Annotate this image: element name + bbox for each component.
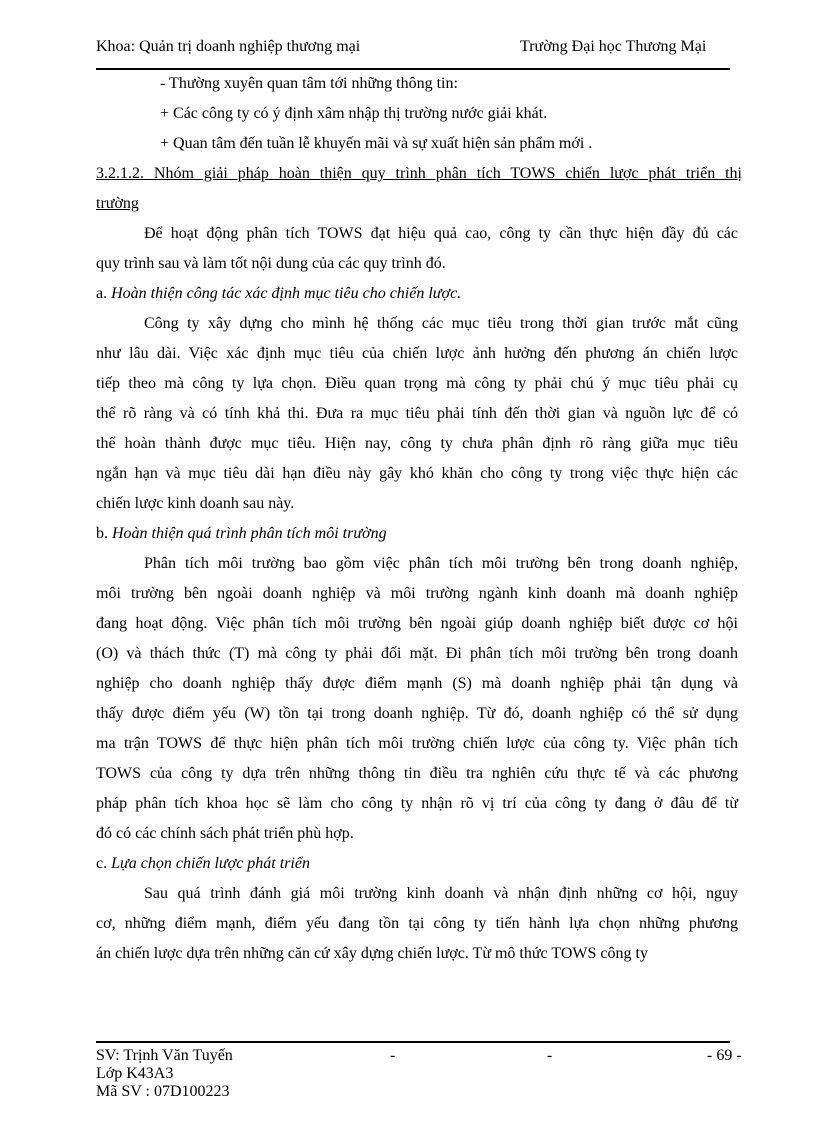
para-c-line: cơ, những điểm mạnh, điểm yếu đang tồn tại công ty tiến hành lựa chọn những phương	[96, 915, 738, 932]
footer-page-number: - 69 -	[707, 1047, 742, 1064]
subheading-a-title: Hoàn thiện công tác xác định mục tiêu cho chiến lược.	[111, 285, 462, 302]
para-c-line: Sau quá trình đánh giá môi trường kinh doanh và nhận định những cơ hội, nguy	[144, 885, 738, 902]
subheading-b-label: b.	[96, 525, 112, 542]
para-a-last-line: chiến lược kinh doanh sau này.	[96, 495, 295, 512]
paragraph-line	[96, 464, 738, 484]
footer-dash: -	[547, 1047, 553, 1064]
para-b-line: TOWS của công ty dựa trên những thông tin điều tra nghiên cứu thực tế và các phương	[96, 765, 738, 782]
para-b-line: ma trận TOWS để thực hiện phân tích môi trường chiến lược của công ty. Việc phân tích	[96, 735, 738, 752]
para-b-last-line: đó có các chính sách phát triển phù hợp.	[96, 825, 354, 842]
paragraph-line	[144, 314, 738, 334]
paragraph-line	[96, 914, 738, 934]
paragraph-line	[144, 884, 738, 904]
bullet-item: + Các công ty có ý định xâm nhập thị trường nước giải khát.	[160, 105, 548, 122]
para-b-line: Phân tích môi trường bao gồm việc phân tích môi trường bên trong doanh nghiệp,	[144, 555, 738, 572]
paragraph-line	[96, 674, 738, 694]
para-b-line: đang hoạt động. Việc phân tích môi trường bên ngoài giúp doanh nghiệp biết được cơ hội	[96, 615, 738, 632]
paragraph-line	[144, 224, 738, 244]
subheading-a	[96, 284, 461, 304]
footer-class: Lớp K43A3	[96, 1065, 174, 1082]
header-rule	[96, 68, 730, 70]
footer-rule	[96, 1041, 730, 1043]
paragraph-line	[96, 734, 738, 754]
paragraph-line	[96, 794, 738, 814]
section-heading-line-1: 3.2.1.2. Nhóm giải pháp hoàn thiện quy trình phân tích TOWS chiến lược phát triển thị	[96, 165, 742, 182]
footer-dash: -	[390, 1047, 396, 1064]
para-b-line: môi trường bên ngoài doanh nghiệp và môi trường ngành kinh doanh mà doanh nghiệp	[96, 585, 738, 602]
intro-line-2: quy trình sau và làm tốt nội dung của các quy trình đó.	[96, 255, 446, 272]
paragraph-line	[96, 704, 738, 724]
section-heading-line-2: trường	[96, 195, 139, 212]
paragraph-line	[96, 764, 738, 784]
para-b-line: nghiệp cho doanh nghiệp thấy được điểm mạnh (S) mà doanh nghiệp phải tận dụng và	[96, 675, 738, 692]
paragraph-line	[96, 584, 738, 604]
para-a-line: ngắn hạn và mục tiêu dài hạn điều này gây khó khăn cho công ty trong việc thực hiện các	[96, 465, 738, 482]
subheading-c	[96, 854, 310, 874]
bullet-item: + Quan tâm đến tuần lễ khuyến mãi và sự xuất hiện sản phẩm mới .	[160, 135, 593, 152]
paragraph-line	[144, 554, 738, 574]
intro-line-1: Để hoạt động phân tích TOWS đạt hiệu quả cao, công ty cần thực hiện đầy đủ các	[144, 225, 738, 242]
footer-student: SV: Trịnh Văn Tuyến	[96, 1047, 233, 1064]
header-faculty: Khoa: Quản trị doanh nghiệp thương mại	[96, 38, 361, 55]
bullet-intro: - Thường xuyên quan tâm tới những thông tin:	[160, 75, 458, 92]
subheading-a-label: a.	[96, 285, 112, 302]
para-a-line: Công ty xây dựng cho mình hệ thống các mục tiêu trong thời gian trước mắt cũng	[144, 315, 738, 332]
para-a-line: như lâu dài. Việc xác định mục tiêu của chiến lược ảnh hưởng đến phương án chiến lược	[96, 345, 738, 362]
para-c-line: án chiến lược dựa trên những căn cứ xây dựng chiến lược. Từ mô thức TOWS công ty	[96, 945, 648, 962]
para-a-line: tiếp theo mà công ty lựa chọn. Điều quan trọng mà công ty phải chú ý mục tiêu phải cụ	[96, 375, 738, 392]
para-a-line: thể hoàn thành được mục tiêu. Hiện nay, công ty chưa phân định rõ ràng giữa mục tiêu	[96, 435, 738, 452]
paragraph-line	[96, 434, 738, 454]
subheading-c-label: c.	[96, 855, 112, 872]
header-university: Trường Đại học Thương Mại	[520, 38, 707, 55]
para-b-line: (O) và thách thức (T) mà công ty phải đối mặt. Đi phân tích môi trường bên trong doanh	[96, 645, 738, 662]
footer-student-id: Mã SV : 07D100223	[96, 1083, 230, 1100]
paragraph-line	[96, 614, 738, 634]
paragraph-line	[96, 404, 738, 424]
subheading-b	[96, 524, 387, 544]
paragraph-line	[96, 374, 738, 394]
para-b-line: thấy được điểm yếu (W) tồn tại trong doanh nghiệp. Từ đó, doanh nghiệp có thể sử dụng	[96, 705, 738, 722]
para-b-line: pháp phân tích khoa học sẽ làm cho công ty nhận rõ vị trí của công ty đang ở đâu để từ	[96, 795, 738, 812]
subheading-c-title: Lựa chọn chiến lược phát triển	[111, 855, 310, 872]
paragraph-line	[96, 344, 738, 364]
paragraph-line	[96, 644, 738, 664]
para-a-line: thể rõ ràng và có tính khả thi. Đưa ra mục tiêu phải tính đến thời gian và nguồn lực để có	[96, 405, 738, 422]
section-heading	[96, 164, 742, 184]
subheading-b-title: Hoàn thiện quá trình phân tích môi trường	[112, 525, 387, 542]
